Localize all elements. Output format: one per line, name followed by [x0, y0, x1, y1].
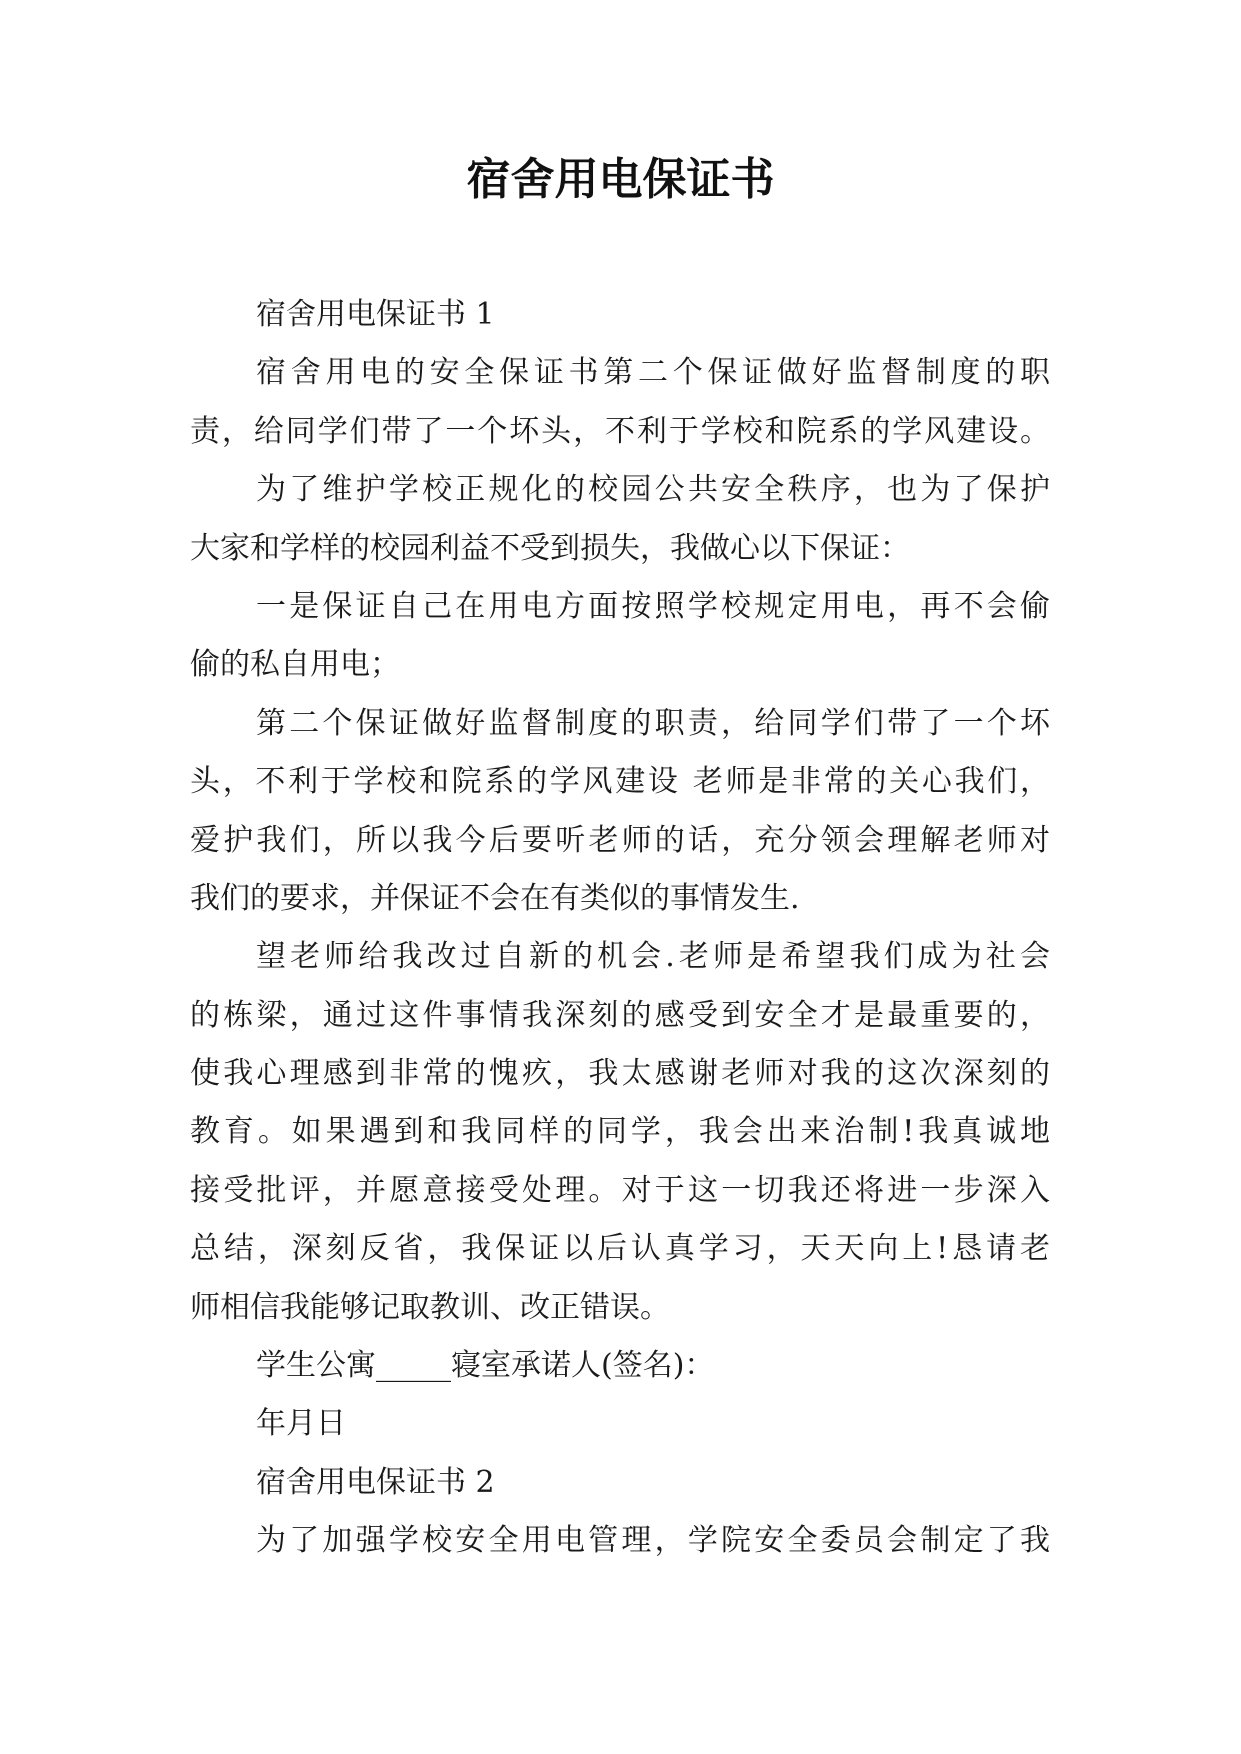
paragraph-line: 宿舍用电的安全保证书第二个保证做好监督制度的职: [256, 355, 1050, 391]
paragraph-line: 我们的要求，并保证不会在有类似的事情发生.: [190, 880, 800, 916]
paragraph-line: 接受批评，并愿意接受处理。对于这一切我还将进一步深入: [190, 1172, 1050, 1208]
paragraph-line: 为了加强学校安全用电管理，学院安全委员会制定了我: [256, 1523, 1050, 1559]
paragraph-line: 总结，深刻反省，我保证以后认真学习，天天向上!恳请老: [190, 1231, 1050, 1267]
paragraph-line: 的栋梁，通过这件事情我深刻的感受到安全才是最重要的，: [190, 997, 1050, 1033]
paragraph-line: 望老师给我改过自新的机会.老师是希望我们成为社会: [256, 939, 1050, 975]
paragraph-line: 使我心理感到非常的愧疚，我太感谢老师对我的这次深刻的: [190, 1056, 1050, 1092]
paragraph-line: 教育。如果遇到和我同样的同学，我会出来治制!我真诚地: [190, 1114, 1050, 1150]
paragraph-line: 偷的私自用电；: [190, 647, 400, 683]
document-body: [190, 286, 1050, 1571]
signature-line: 学生公寓_____寝室承诺人(签名)：: [256, 1348, 715, 1384]
paragraph-line: 一是保证自己在用电方面按照学校规定用电，再不会偷: [256, 588, 1050, 624]
date-line: 年月日: [256, 1406, 346, 1442]
paragraph-line: 头，不利于学校和院系的学风建设 老师是非常的关心我们，: [190, 764, 1050, 800]
section-heading: 宿舍用电保证书 2: [256, 1464, 495, 1500]
document-title: 宿舍用电保证书: [466, 154, 775, 205]
paragraph-line: 为了维护学校正规化的校园公共安全秩序，也为了保护: [256, 472, 1050, 508]
section-heading: 宿舍用电保证书 1: [256, 297, 495, 332]
paragraph-line: 第二个保证做好监督制度的职责，给同学们带了一个坏: [256, 705, 1050, 741]
paragraph-line: 大家和学样的校园利益不受到损失，我做心以下保证：: [190, 530, 910, 566]
paragraph-line: 责，给同学们带了一个坏头，不利于学校和院系的学风建设。: [190, 413, 1050, 449]
paragraph-line: 爱护我们，所以我今后要听老师的话，充分领会理解老师对: [190, 822, 1050, 858]
paragraph-line: 师相信我能够记取教训、改正错误。: [190, 1289, 670, 1325]
